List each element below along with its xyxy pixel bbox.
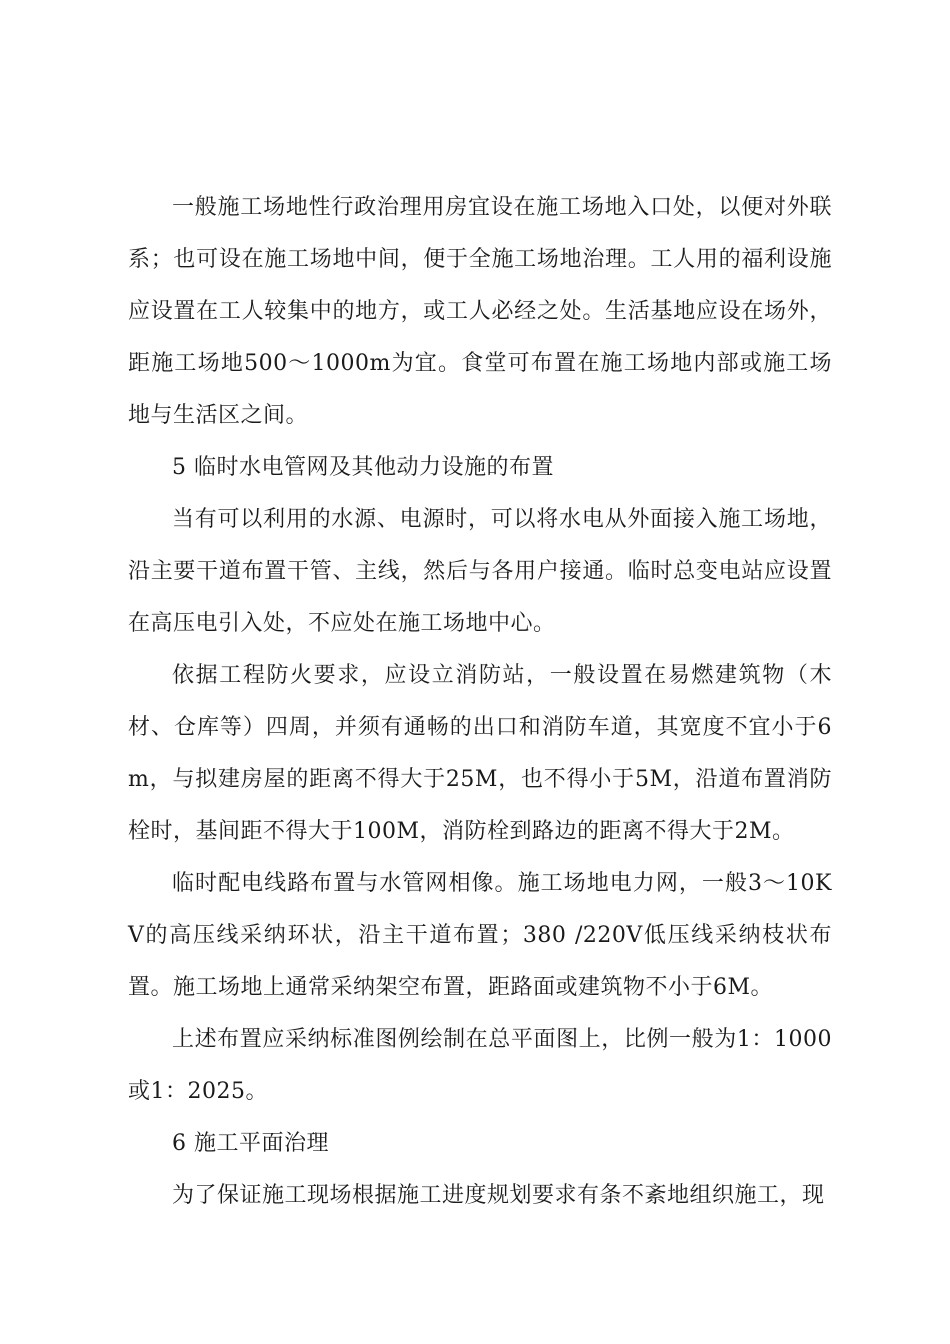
document-body <box>128 182 832 1222</box>
section-heading-6: 6 施工平面治理 <box>172 1131 329 1156</box>
paragraph-fire-protection: 依据工程防火要求，应设立消防站，一般设置在易燃建筑物（木材、仓库等）四周，并须有通畅的出口和消防车道，其宽度不宜小于6m，与拟建房屋的距离不得大于25M，也不得小于5M，沿道布置消防栓时，基间距不得大于100M，消防栓到路边的距离不得大于2M。 <box>128 663 832 844</box>
paragraph-drawing-scale: 上述布置应采纳标准图例绘制在总平面图上，比例一般为1：1000或1：2025。 <box>128 1027 832 1104</box>
paragraph-site-management: 为了保证施工现场根据施工进度规划要求有条不紊地组织施工，现 <box>172 1183 825 1208</box>
paragraph-power-lines: 临时配电线路布置与水管网相像。施工场地电力网，一般3～10KV的高压线采纳环状，沿主干道布置；380 /220V低压线采纳枝状布置。施工场地上通常采纳架空布置，距路面或建筑物不小于6M。 <box>128 871 832 1000</box>
paragraph-water-power-source: 当有可以利用的水源、电源时，可以将水电从外面接入施工场地，沿主要干道布置干管、主线，然后与各用户接通。临时总变电站应设置在高压电引入处，不应处在施工场地中心。 <box>128 507 832 636</box>
paragraph-admin-buildings: 一般施工场地性行政治理用房宜设在施工场地入口处，以便对外联系；也可设在施工场地中间，便于全施工场地治理。工人用的福利设施应设置在工人较集中的地方，或工人必经之处。生活基地应设在场外，距施工场地500～1000m为宜。食堂可布置在施工场地内部或施工场地与生活区之间。 <box>128 195 832 428</box>
section-heading-5: 5 临时水电管网及其他动力设施的布置 <box>172 455 554 480</box>
